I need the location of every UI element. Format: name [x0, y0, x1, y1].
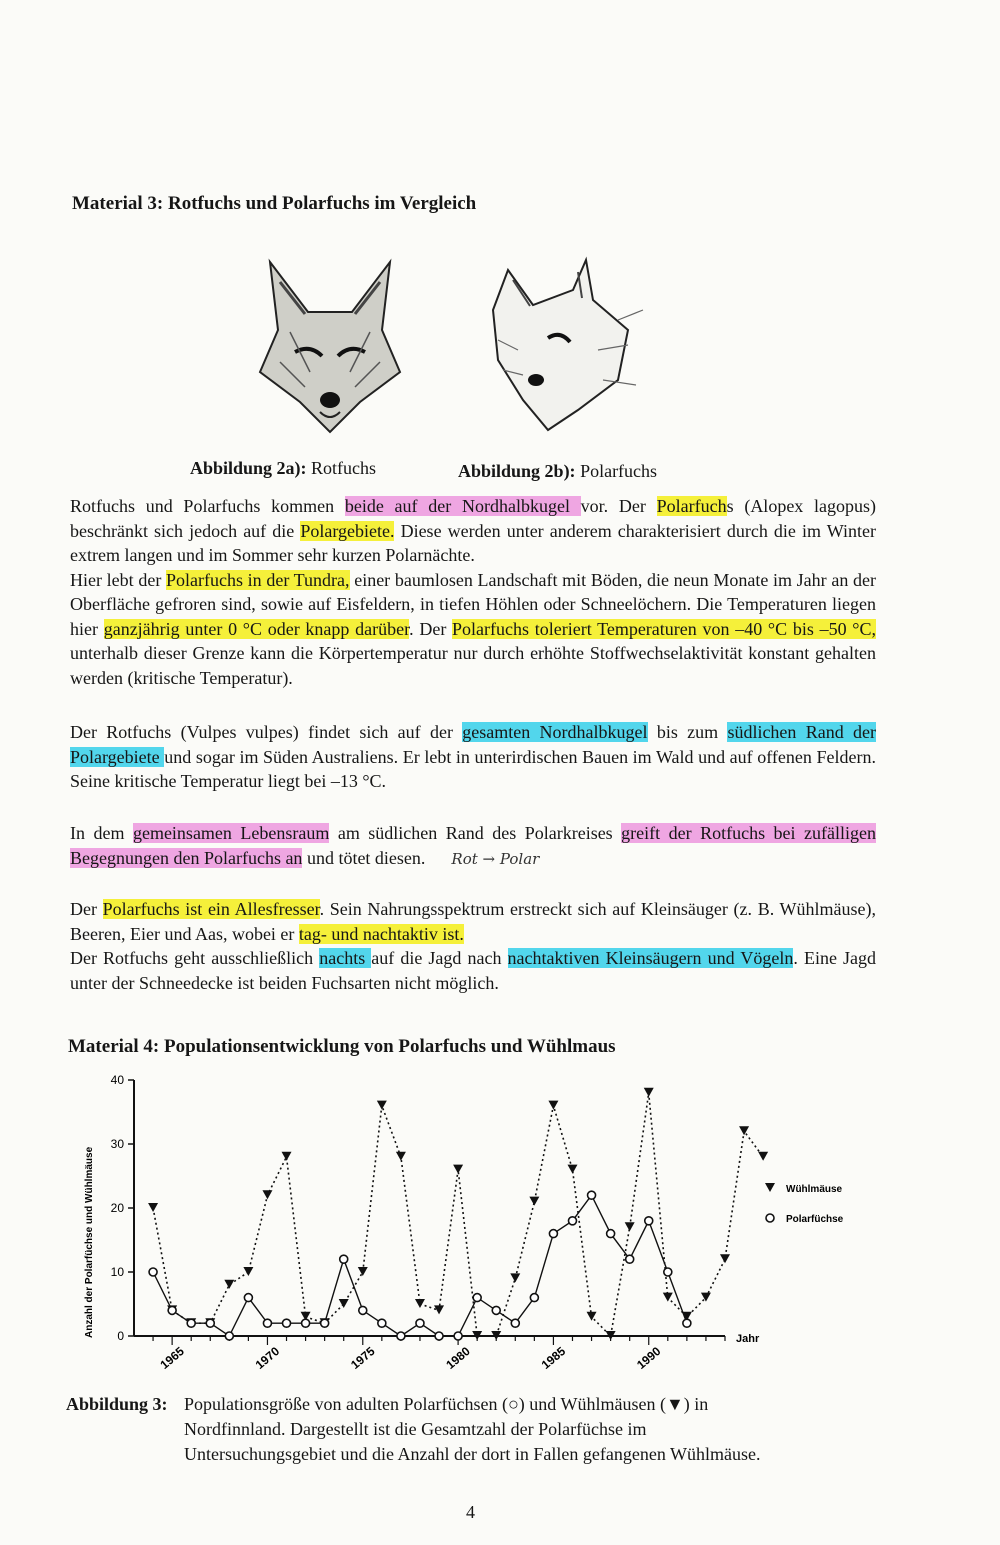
page-number: 4 [466, 1502, 475, 1522]
p1-text: vor. Der [580, 496, 657, 516]
data-point-polarfuchs [568, 1217, 576, 1225]
p2-text: . Der [409, 618, 453, 639]
fig2a-text: Rotfuchs [306, 458, 377, 478]
y-tick-label: 40 [110, 1073, 124, 1087]
p4-text: am südlichen Rand des Polarkreises [329, 823, 622, 843]
p6-highlight: nachtaktiven Kleinsäugern und Vögeln [507, 948, 794, 968]
data-point-wuehlmaus [453, 1165, 463, 1174]
p3-text: und sogar im Süden Australiens. Er lebt in unterirdischen Bauen im Wald und auf offenen Feldern. Seine kritische Temperatur liegt bei –13 °C. [70, 746, 876, 791]
x-tick-label: 1985 [538, 1344, 569, 1372]
p4-highlight: greift der Rotfuchs bei zufälligen Begegnungen den Polarfuchs an [70, 823, 876, 868]
data-point-polarfuchs [168, 1306, 176, 1314]
legend-label: Wühlmäuse [786, 1184, 843, 1195]
data-point-wuehlmaus [224, 1280, 234, 1289]
y-tick-label: 0 [117, 1329, 124, 1343]
y-tick-label: 20 [110, 1201, 124, 1215]
data-point-wuehlmaus [510, 1273, 520, 1282]
data-point-polarfuchs [206, 1319, 214, 1327]
data-point-wuehlmaus [339, 1299, 349, 1308]
data-point-polarfuchs [378, 1319, 386, 1327]
fig3-label: Abbildung 3: [66, 1394, 168, 1414]
data-point-wuehlmaus [625, 1222, 635, 1231]
x-tick-label: 1970 [252, 1344, 283, 1372]
x-tick-label: 1975 [348, 1344, 378, 1372]
data-point-polarfuchs [435, 1332, 443, 1340]
paragraph-1 [70, 494, 876, 690]
p6-text: Der Rotfuchs geht ausschließlich [70, 948, 320, 968]
p6-text: auf die Jagd nach [371, 948, 508, 968]
population-chart [70, 1068, 910, 1393]
p1-highlight: Polargebiete. [300, 520, 395, 541]
p6-text: . Eine Jagd unter der Schneedecke ist beiden Fuchsarten nicht möglich. [70, 948, 877, 993]
data-point-polarfuchs [473, 1294, 481, 1302]
data-point-wuehlmaus [739, 1126, 749, 1135]
fig3-caption [66, 1392, 866, 1467]
x-tick-label: 1965 [157, 1344, 187, 1372]
data-point-wuehlmaus [358, 1267, 368, 1276]
p3-text: Der Rotfuchs (Vulpes vulpes) findet sich auf der [70, 722, 463, 742]
p2-text: einer baumlosen Landschaft mit Böden, die neun Monate im Jahr an der Oberfläche gefroren sind, sowie auf Eisfeldern, in tiefen Höhlen oder Schneelöchern. Die Temperaturen liegen hier [70, 569, 876, 639]
data-point-polarfuchs [683, 1319, 691, 1327]
y-axis-label: Anzahl der Polarfüchse und Wühlmäuse [84, 1146, 95, 1338]
fig3-line: Populationsgröße von adulten Polarfüchsen (○) und Wühlmäusen (▼) in [184, 1394, 709, 1414]
p5-highlight: tag- und nachtaktiv ist. [298, 923, 464, 944]
data-point-polarfuchs [244, 1294, 252, 1302]
data-point-wuehlmaus [548, 1101, 558, 1110]
p5-text: Der [70, 899, 103, 919]
data-point-polarfuchs [359, 1306, 367, 1314]
data-point-wuehlmaus [529, 1197, 539, 1206]
data-point-wuehlmaus [262, 1190, 272, 1199]
legend-label: Polarfüchse [786, 1214, 844, 1225]
fig3-line: Untersuchungsgebiet und die Anzahl der dort in Fallen gefangenen Wühlmäuse. [184, 1444, 761, 1464]
data-point-polarfuchs [511, 1319, 519, 1327]
legend-marker-wuehlmaeuse [765, 1183, 775, 1192]
paragraph-4 [70, 821, 876, 871]
p3-highlight: südlichen Rand der Polargebiete [70, 722, 877, 767]
series-line-polarfuechse [153, 1195, 687, 1336]
fig2a-caption [190, 458, 376, 479]
x-axis-label: Jahr [736, 1333, 760, 1345]
p1-text: s (Alopex lagopus) beschränkt sich jedoch auf die [70, 496, 877, 541]
x-tick-label: 1990 [634, 1344, 664, 1372]
fig3-line: Nordfinnland. Dargestellt ist die Gesamtzahl der Polarfüchse im [184, 1419, 647, 1439]
data-point-polarfuchs [321, 1319, 329, 1327]
p5-highlight: Polarfuchs ist ein Allesfresser [102, 899, 320, 919]
data-point-wuehlmaus [415, 1299, 425, 1308]
data-point-wuehlmaus [282, 1152, 292, 1161]
data-point-polarfuchs [530, 1294, 538, 1302]
data-point-polarfuchs [549, 1230, 557, 1238]
data-point-polarfuchs [645, 1217, 653, 1225]
y-tick-label: 10 [110, 1265, 124, 1279]
red-fox-illustration [250, 252, 410, 448]
p1-text: Diese werden unter anderem charakterisiert durch die im Winter extrem langen und im Sommer sehr kurzen Polarnächte. [70, 520, 876, 565]
p2-highlight: ganzjährig unter 0 °C oder knapp darüber [103, 618, 410, 639]
data-point-polarfuchs [149, 1268, 157, 1276]
data-point-wuehlmaus [148, 1203, 158, 1212]
p1-highlight: beide auf der Nordhalbkugel [344, 496, 581, 516]
p4-text: In dem [70, 823, 133, 843]
data-point-polarfuchs [225, 1332, 233, 1340]
data-point-polarfuchs [588, 1191, 596, 1199]
x-tick-label: 1980 [443, 1344, 473, 1372]
p2-text: Hier lebt der [70, 569, 166, 590]
data-point-wuehlmaus [644, 1088, 654, 1097]
p1-highlight: Polarfuch [656, 496, 727, 516]
p3-text: bis zum [647, 722, 728, 742]
data-point-polarfuchs [397, 1332, 405, 1340]
p2-highlight: Polarfuchs in der Tundra, [166, 569, 350, 590]
data-point-polarfuchs [607, 1230, 615, 1238]
fig2b-caption [458, 461, 657, 482]
paragraph-5 [70, 897, 876, 995]
p2-highlight: Polarfuchs toleriert Temperaturen von –40 °C bis –50 °C, [452, 618, 876, 639]
p6-highlight: nachts [319, 948, 372, 968]
data-point-polarfuchs [454, 1332, 462, 1340]
data-point-wuehlmaus [567, 1165, 577, 1174]
data-point-wuehlmaus [377, 1101, 387, 1110]
data-point-polarfuchs [187, 1319, 195, 1327]
data-point-wuehlmaus [720, 1254, 730, 1263]
fig2b-label: Abbildung 2b): [458, 461, 576, 481]
data-point-polarfuchs [416, 1319, 424, 1327]
arctic-fox-illustration [478, 250, 654, 446]
material3-title: Material 3: Rotfuchs und Polarfuchs im Vergleich [72, 193, 477, 214]
p1-text: Rotfuchs und Polarfuchs kommen [70, 496, 345, 516]
p2-text: unterhalb dieser Grenze kann die Körpertemperatur nur durch erhöhte Stoffwechselaktivität konstant gehalten werden (kritische Temperatur). [70, 643, 876, 688]
data-point-polarfuchs [626, 1255, 634, 1263]
handwritten-note: Rot → Polar [451, 849, 540, 868]
y-tick-label: 30 [110, 1137, 124, 1151]
data-point-wuehlmaus [396, 1152, 406, 1161]
data-point-wuehlmaus [758, 1152, 768, 1161]
legend-marker-polarfuechse [766, 1214, 774, 1222]
p3-highlight: gesamten Nordhalbkugel [462, 722, 648, 742]
data-point-polarfuchs [283, 1319, 291, 1327]
data-point-polarfuchs [302, 1319, 310, 1327]
p4-highlight: gemeinsamen Lebensraum [132, 823, 330, 843]
material4-title: Material 4: Populationsentwicklung von Polarfuchs und Wühlmaus [68, 1036, 616, 1057]
data-point-wuehlmaus [243, 1267, 253, 1276]
data-point-polarfuchs [263, 1319, 271, 1327]
p5-text: . Sein Nahrungsspektrum erstreckt sich auf Kleinsäuger (z. B. Wühlmäuse), Beeren, Eier und Aas, wobei er [70, 899, 876, 944]
data-point-polarfuchs [664, 1268, 672, 1276]
p4-text: und tötet diesen. [302, 847, 426, 868]
fig2a-label: Abbildung 2a): [190, 458, 307, 478]
fig2b-text: Polarfuchs [575, 461, 658, 481]
paragraph-3 [70, 720, 876, 794]
data-point-polarfuchs [340, 1255, 348, 1263]
data-point-polarfuchs [492, 1306, 500, 1314]
